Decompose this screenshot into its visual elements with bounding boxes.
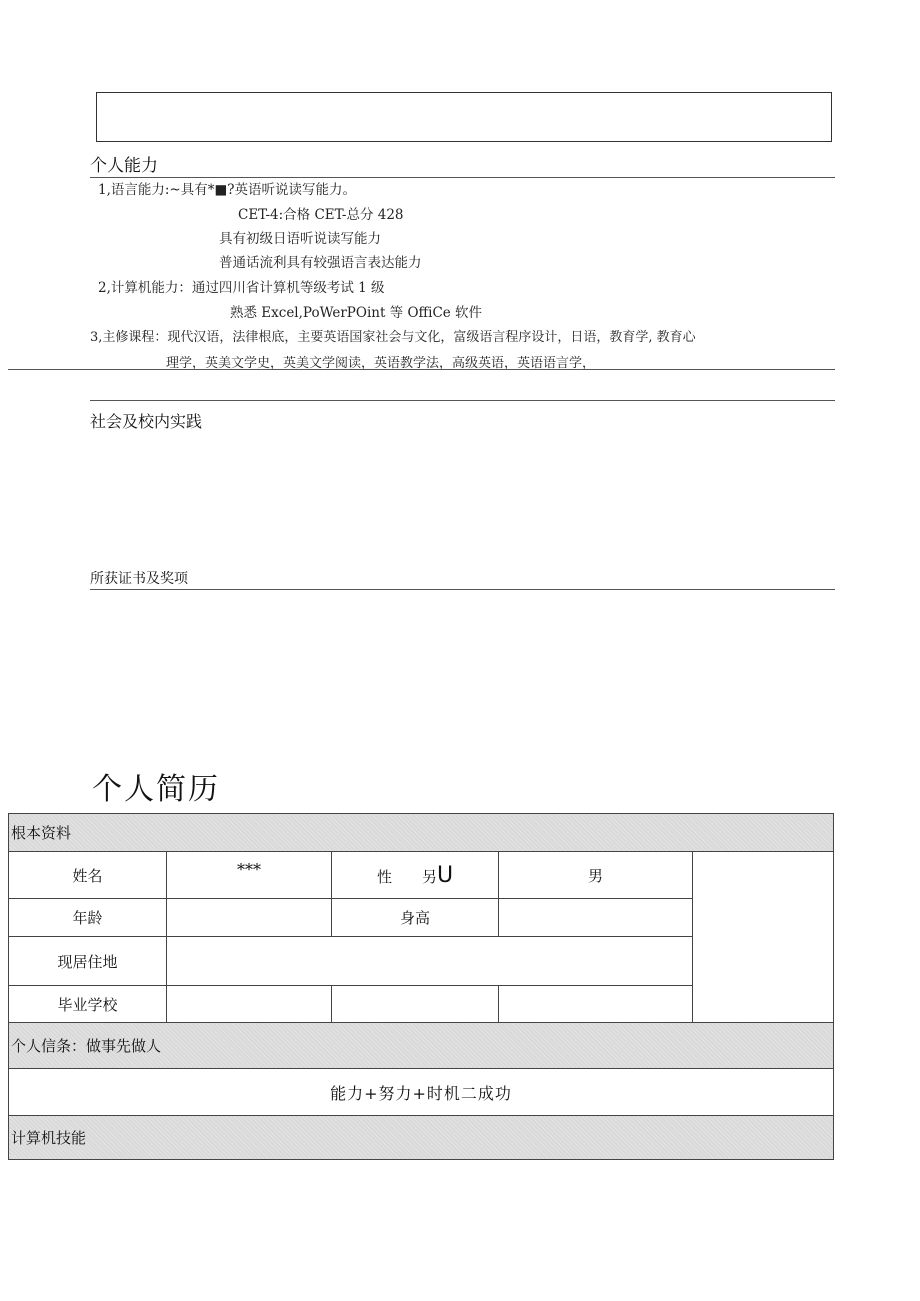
basic-info-header: 根本资料 [9,814,834,852]
practice-title: 社会及校内实践 [90,412,203,431]
ability-line-4: 普通话流利具有较强语言表达能力 [219,255,422,271]
ability-line-3: 具有初级日语听说读写能力 [219,231,381,247]
gender-label-cell [332,852,499,899]
gender-value: 男 [499,852,693,899]
resume-title: 个人简历 [92,772,220,807]
residence-value [167,937,693,986]
age-value [167,899,332,937]
motto-header: 个人信条：做事先做人 [9,1023,834,1069]
resume-table [8,813,834,1160]
name-value: *** [167,852,332,899]
section-rule [90,589,835,590]
motto-value: 能力+努力+时机二成功 [9,1069,834,1116]
school-value-2 [332,986,499,1023]
photo-cell [693,852,834,1023]
personal-ability-title: 个人能力 [90,156,158,176]
computer-skills-header: 计算机技能 [9,1116,834,1160]
ability-line-8: 理学，英美文学史，英美文学阅读，英语教学法，高级英语，英语语言学， [166,356,596,371]
gender-mark: U [436,862,454,888]
school-value-1 [167,986,332,1023]
top-empty-box [96,92,832,142]
age-label: 年龄 [9,899,167,937]
ability-line-5: 2,计算机能力：通过四川省计算机等级考试 1 级 [98,280,385,296]
residence-label: 现居住地 [9,937,167,986]
name-label: 姓名 [9,852,167,899]
section-rule [8,369,835,370]
ability-line-6: 熟悉 Excel,PoWerPOint 等 OffiCe 软件 [230,305,483,321]
height-label: 身高 [332,899,499,937]
section-rule [90,400,835,401]
awards-title: 所获证书及奖项 [90,571,188,587]
ability-line-7: 3,主修课程：现代汉语，法律根底，主要英语国家社会与文化，富级语言程序设计，日语，教育学, 教育心 [90,330,696,345]
school-value-3 [499,986,693,1023]
height-value [499,899,693,937]
ability-line-1: 1,语言能力:~具有*■?英语听说读写能力。 [98,182,356,198]
school-label: 毕业学校 [9,986,167,1023]
gender-label: 性 另 [376,867,437,886]
ability-line-2: CET-4:合格 CET-总分 428 [238,207,404,223]
